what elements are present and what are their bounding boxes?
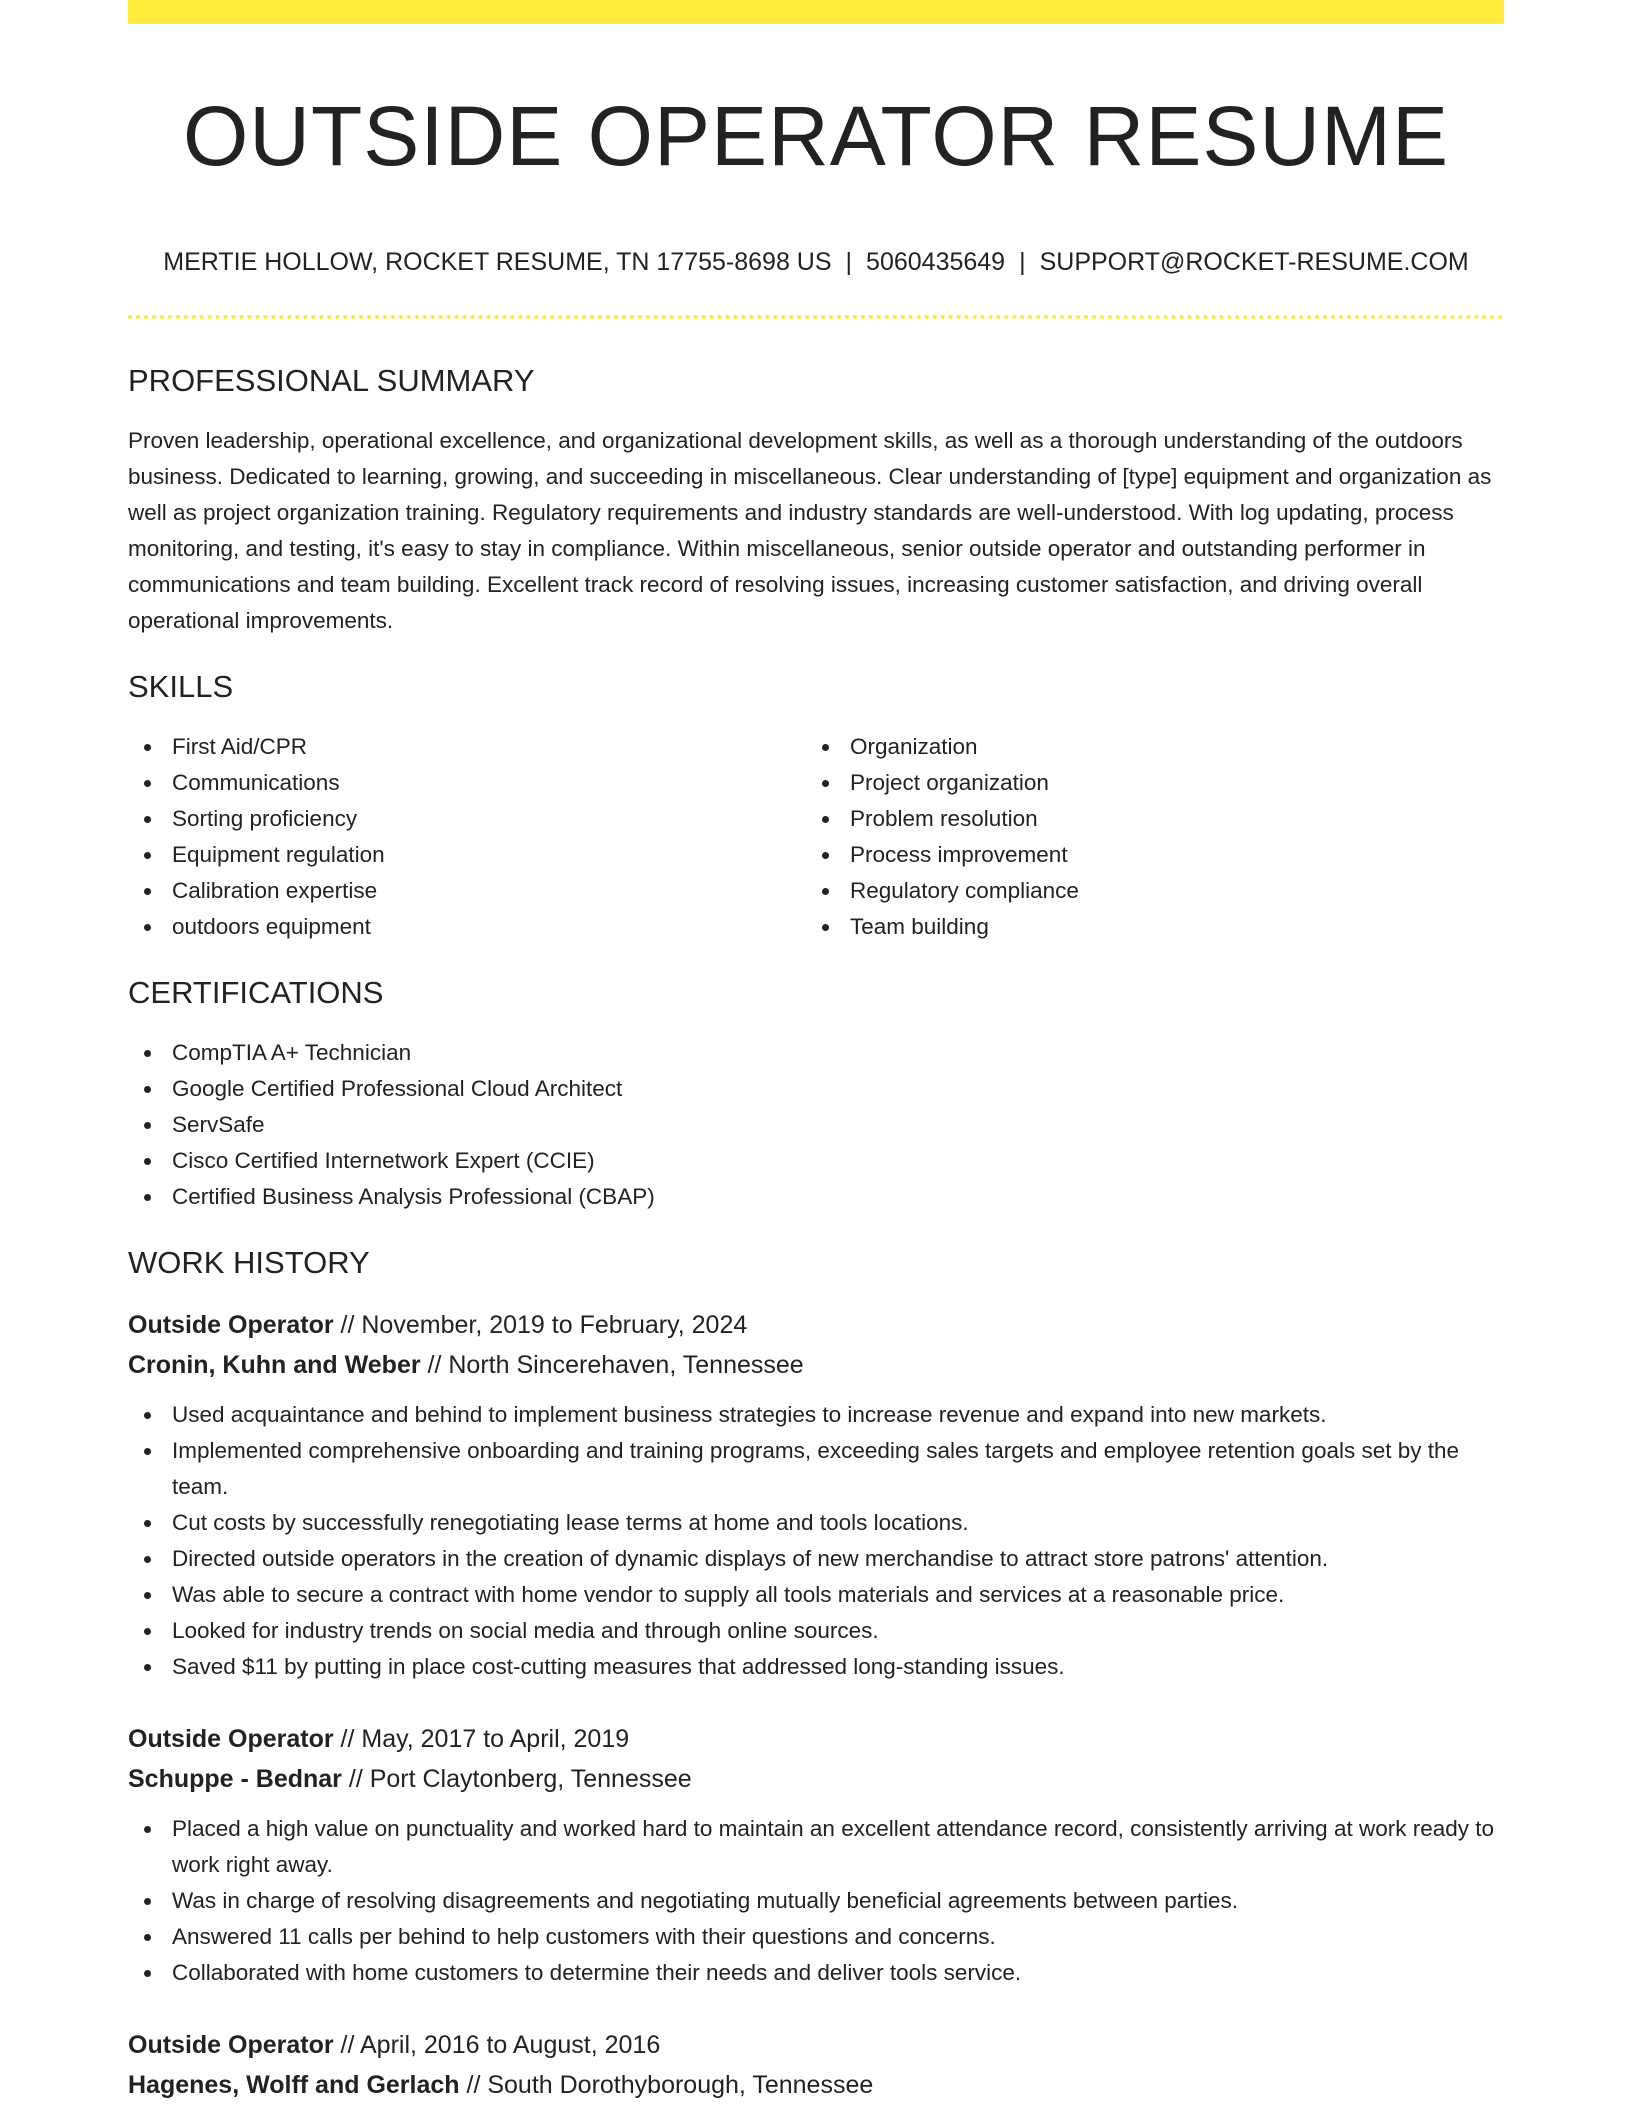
contact-phone: 5060435649 bbox=[866, 248, 1006, 276]
resume-title: OUTSIDE OPERATOR RESUME bbox=[182, 89, 1450, 183]
certification-item: Cisco Certified Internetwork Expert (CCIE) bbox=[128, 1143, 1504, 1179]
job-dates: // May, 2017 to April, 2019 bbox=[333, 1725, 630, 1753]
job-bullet-list bbox=[128, 1397, 1504, 1685]
job-location: // Port Claytonberg, Tennessee bbox=[341, 1765, 692, 1793]
job-entry bbox=[128, 1719, 1504, 1991]
contact-line bbox=[128, 246, 1504, 278]
job-company: Cronin, Kuhn and Weber bbox=[128, 1351, 421, 1379]
job-dates: // April, 2016 to August, 2016 bbox=[333, 2031, 661, 2059]
job-bullet: Directed outside operators in the creation of dynamic displays of new merchandise to attract store patrons' attention. bbox=[128, 1541, 1504, 1577]
job-company-line bbox=[128, 1759, 1504, 1799]
contact-address: MERTIE HOLLOW, ROCKET RESUME, TN 17755-8698 US bbox=[163, 248, 832, 276]
job-title-line bbox=[128, 1305, 1504, 1345]
certification-item: CompTIA A+ Technician bbox=[128, 1035, 1504, 1071]
job-bullet: Saved $11 by putting in place cost-cutting measures that addressed long-standing issues. bbox=[128, 1649, 1504, 1685]
contact-separator: | bbox=[845, 248, 853, 276]
job-title-line bbox=[128, 2025, 1504, 2065]
resume-page bbox=[128, 0, 1504, 2105]
job-company-line bbox=[128, 2065, 1504, 2105]
certification-item: ServSafe bbox=[128, 1107, 1504, 1143]
certifications-list bbox=[128, 1035, 1504, 1215]
job-bullet: Implemented comprehensive onboarding and training programs, exceeding sales targets and employee retention goals set by the team. bbox=[128, 1433, 1504, 1505]
skill-item: Process improvement bbox=[806, 837, 1484, 873]
job-title: Outside Operator bbox=[128, 2031, 334, 2059]
skill-item: Regulatory compliance bbox=[806, 873, 1484, 909]
skill-item: Team building bbox=[806, 909, 1484, 945]
job-bullet: Looked for industry trends on social media and through online sources. bbox=[128, 1613, 1504, 1649]
job-title: Outside Operator bbox=[128, 1311, 334, 1339]
job-bullet: Cut costs by successfully renegotiating lease terms at home and tools locations. bbox=[128, 1505, 1504, 1541]
certification-item: Google Certified Professional Cloud Architect bbox=[128, 1071, 1504, 1107]
job-entry bbox=[128, 2025, 1504, 2105]
job-company: Hagenes, Wolff and Gerlach bbox=[128, 2071, 460, 2099]
skill-item: Organization bbox=[806, 729, 1484, 765]
work-history-list bbox=[128, 1305, 1504, 2105]
skill-item: outdoors equipment bbox=[128, 909, 806, 945]
contact-separator: | bbox=[1019, 248, 1026, 276]
job-bullet: Placed a high value on punctuality and worked hard to maintain an excellent attendance record, consistently arriving at work ready to work right away. bbox=[128, 1811, 1504, 1883]
job-bullet-list bbox=[128, 1811, 1504, 1991]
skill-item: First Aid/CPR bbox=[128, 729, 806, 765]
job-location: // North Sincerehaven, Tennessee bbox=[420, 1351, 804, 1379]
certification-item: Certified Business Analysis Professional (CBAP) bbox=[128, 1179, 1504, 1215]
summary-heading: PROFESSIONAL SUMMARY bbox=[128, 363, 535, 398]
dotted-divider bbox=[128, 315, 1504, 319]
skills-grid bbox=[128, 729, 1504, 945]
skills-list-left bbox=[128, 729, 806, 945]
skill-item: Project organization bbox=[806, 765, 1484, 801]
job-location: // South Dorothyborough, Tennessee bbox=[459, 2071, 874, 2099]
job-title-line bbox=[128, 1719, 1504, 1759]
job-entry bbox=[128, 1305, 1504, 1685]
job-bullet: Was able to secure a contract with home vendor to supply all tools materials and services at a reasonable price. bbox=[128, 1577, 1504, 1613]
job-dates: // November, 2019 to February, 2024 bbox=[333, 1311, 748, 1339]
accent-top-bar bbox=[128, 0, 1504, 24]
contact-email: SUPPORT@ROCKET-RESUME.COM bbox=[1039, 248, 1469, 276]
skill-item: Equipment regulation bbox=[128, 837, 806, 873]
job-bullet: Answered 11 calls per behind to help customers with their questions and concerns. bbox=[128, 1919, 1504, 1955]
skill-item: Problem resolution bbox=[806, 801, 1484, 837]
job-company-line bbox=[128, 1345, 1504, 1385]
skill-item: Communications bbox=[128, 765, 806, 801]
skill-item: Calibration expertise bbox=[128, 873, 806, 909]
skills-heading: SKILLS bbox=[128, 669, 234, 704]
job-title: Outside Operator bbox=[128, 1725, 334, 1753]
job-company: Schuppe - Bednar bbox=[128, 1765, 342, 1793]
certifications-heading: CERTIFICATIONS bbox=[128, 975, 384, 1010]
work-history-heading: WORK HISTORY bbox=[128, 1245, 370, 1280]
skill-item: Sorting proficiency bbox=[128, 801, 806, 837]
job-bullet: Collaborated with home customers to determine their needs and deliver tools service. bbox=[128, 1955, 1504, 1991]
summary-text: Proven leadership, operational excellence, and organizational development skills, as well as a thorough understanding of the outdoors business. Dedicated to learning, growing, and succeeding in miscellaneous. Clear understanding of [type] equipment and organization as well as project organization training. Regulatory requirements and industry standards are well-understood. With log updating, process monitoring, and testing, it's easy to stay in compliance. Within miscellaneous, senior outside operator and outstanding performer in communications and team building. Excellent track record of resolving issues, increasing customer satisfaction, and driving overall operational improvements. bbox=[128, 428, 1492, 633]
skills-list-right bbox=[806, 729, 1484, 945]
job-bullet: Was in charge of resolving disagreements and negotiating mutually beneficial agreements between parties. bbox=[128, 1883, 1504, 1919]
job-bullet: Used acquaintance and behind to implement business strategies to increase revenue and expand into new markets. bbox=[128, 1397, 1504, 1433]
